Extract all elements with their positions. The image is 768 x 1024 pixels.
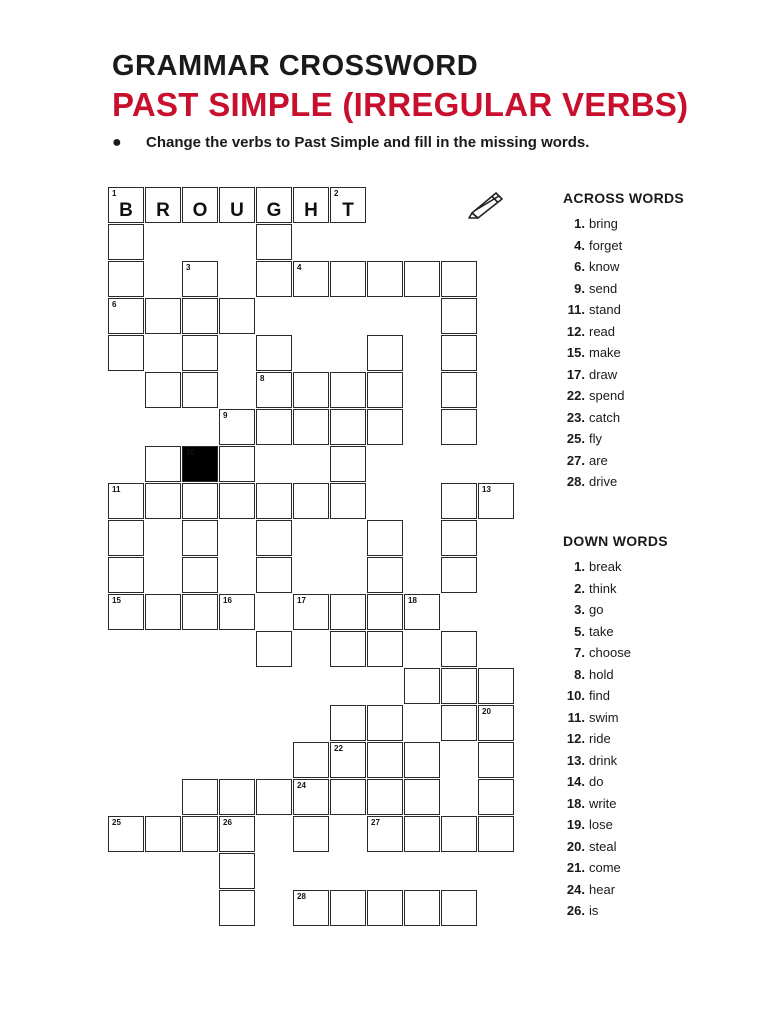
clue-word: forget: [589, 237, 623, 253]
clue-number-label: 17.: [566, 366, 585, 382]
crossword-cell[interactable]: [478, 483, 514, 519]
blocked-cell: [182, 446, 218, 482]
clue-word: do: [589, 774, 604, 789]
down-clue: [563, 771, 668, 793]
crossword-cell[interactable]: [293, 779, 329, 815]
clue-number-label: 19.: [566, 817, 585, 832]
filled-letter: U: [230, 200, 244, 221]
clue-number-label: 5.: [574, 623, 585, 639]
crossword-cell[interactable]: [108, 335, 144, 371]
down-heading: DOWN WORDS: [563, 533, 668, 549]
down-clue: [563, 750, 668, 772]
crossword-cell[interactable]: [182, 779, 218, 815]
clue-word: is: [589, 903, 599, 918]
crossword-cell[interactable]: [108, 261, 144, 297]
clue-number-label: 27.: [566, 452, 585, 468]
crossword-cell[interactable]: [182, 557, 218, 593]
crossword-cell[interactable]: [367, 779, 403, 815]
crossword-cell[interactable]: [182, 520, 218, 556]
crossword-cell[interactable]: [367, 890, 403, 926]
crossword-cell[interactable]: [367, 261, 403, 297]
down-clue: [563, 793, 668, 815]
clue-number-label: 18.: [566, 795, 585, 811]
crossword-cell[interactable]: [367, 631, 403, 667]
clue-word: ride: [589, 731, 611, 746]
clue-word: swim: [589, 709, 619, 725]
crossword-cell[interactable]: [256, 409, 292, 445]
crossword-cell[interactable]: [108, 557, 144, 593]
clue-number: 10: [186, 448, 195, 457]
crossword-cell[interactable]: [404, 816, 440, 852]
crossword-cell[interactable]: [441, 261, 477, 297]
clue-word: choose: [589, 645, 631, 660]
clue-word: lose: [589, 817, 613, 832]
clue-number-label: 20.: [566, 838, 585, 854]
crossword-cell[interactable]: [219, 816, 255, 852]
crossword-cell[interactable]: [293, 742, 329, 778]
crossword-cell[interactable]: [145, 594, 181, 630]
crossword-cell[interactable]: [404, 261, 440, 297]
clue-number-label: 6.: [574, 259, 585, 274]
crossword-cell[interactable]: [219, 779, 255, 815]
crossword-cell[interactable]: [182, 187, 218, 223]
clue-number: 1: [112, 189, 117, 198]
crossword-cell[interactable]: [478, 779, 514, 815]
crossword-cell[interactable]: [108, 187, 144, 223]
across-heading: ACROSS WORDS: [563, 190, 685, 206]
down-clue: [563, 621, 668, 643]
clue-number-label: 1.: [574, 559, 585, 574]
clue-number-label: 22.: [566, 388, 585, 403]
down-list: [563, 556, 668, 922]
down-clue: [563, 728, 668, 750]
down-clue: [563, 556, 668, 578]
clue-number: 26: [223, 818, 232, 827]
crossword-cell[interactable]: [219, 483, 255, 519]
clue-word: hold: [589, 666, 614, 682]
clue-number-label: 14.: [566, 774, 585, 789]
across-clue: [563, 213, 684, 235]
crossword-cell[interactable]: [182, 483, 218, 519]
clue-word: know: [589, 259, 620, 274]
down-clue: [563, 599, 668, 621]
crossword-cell[interactable]: [441, 557, 477, 593]
clue-number-label: 11.: [567, 302, 585, 317]
crossword-cell[interactable]: [182, 261, 218, 297]
page-subtitle: PAST SIMPLE (IRREGULAR VERBS): [112, 86, 689, 123]
crossword-cell[interactable]: [441, 409, 477, 445]
clue-number: 3: [186, 263, 191, 272]
crossword-cell[interactable]: [182, 335, 218, 371]
clue-number: 17: [297, 596, 306, 605]
clue-word: write: [589, 795, 617, 811]
down-clue: [563, 814, 668, 836]
down-clue: [563, 879, 668, 901]
crossword-cell[interactable]: [330, 742, 366, 778]
clue-number: 28: [297, 892, 306, 901]
down-clue: [563, 900, 668, 922]
clue-word: find: [589, 688, 610, 703]
crossword-cell[interactable]: [256, 261, 292, 297]
across-clue: [563, 299, 684, 321]
clue-word: drink: [589, 752, 618, 768]
filled-letter: H: [304, 200, 318, 221]
down-clue: [563, 685, 668, 707]
crossword-cell[interactable]: [256, 335, 292, 371]
crossword-cell[interactable]: [182, 298, 218, 334]
down-clue: [563, 857, 668, 879]
crossword-cell[interactable]: [478, 742, 514, 778]
clue-word: are: [589, 452, 608, 468]
clue-number-label: 11.: [567, 709, 585, 725]
crossword-cell[interactable]: [108, 298, 144, 334]
crossword-cell[interactable]: [145, 483, 181, 519]
crossword-cell[interactable]: [219, 853, 255, 889]
crossword-cell[interactable]: [256, 187, 292, 223]
bullet-icon: ●: [112, 134, 122, 151]
crossword-cell[interactable]: [330, 890, 366, 926]
crossword-cell[interactable]: [330, 631, 366, 667]
across-clue: [563, 428, 684, 450]
clue-word: think: [589, 580, 617, 596]
filled-letter: G: [266, 200, 282, 221]
crossword-cell[interactable]: [367, 557, 403, 593]
crossword-cell[interactable]: [145, 446, 181, 482]
down-clues: [563, 533, 668, 922]
crossword-cell[interactable]: [330, 705, 366, 741]
clue-number: 25: [112, 818, 121, 827]
crossword-cell[interactable]: [441, 483, 477, 519]
page-title: GRAMMAR CROSSWORD: [112, 50, 479, 82]
clue-word: stand: [589, 302, 621, 317]
clue-number: 11: [112, 485, 121, 494]
crossword-cell[interactable]: [145, 298, 181, 334]
crossword-cell[interactable]: [145, 816, 181, 852]
clue-number-label: 21.: [566, 860, 585, 875]
crossword-cell[interactable]: [330, 779, 366, 815]
across-clue: [563, 235, 684, 257]
crossword-cell[interactable]: [330, 446, 366, 482]
clue-number: 15: [112, 596, 121, 605]
crossword-cell[interactable]: [330, 594, 366, 630]
crossword-cell[interactable]: [293, 187, 329, 223]
crossword-cell[interactable]: [441, 335, 477, 371]
crossword-cell[interactable]: [441, 816, 477, 852]
clue-word: come: [589, 860, 621, 875]
clue-number-label: 3.: [574, 602, 585, 617]
crossword-cell[interactable]: [367, 335, 403, 371]
clue-number-label: 13.: [566, 752, 585, 768]
clue-number-label: 8.: [574, 666, 585, 682]
crossword-cell[interactable]: [256, 372, 292, 408]
clue-number: 9: [223, 411, 228, 420]
clue-number-label: 9.: [574, 280, 585, 296]
filled-letter: R: [156, 200, 170, 221]
crossword-cell[interactable]: [256, 520, 292, 556]
crossword-cell[interactable]: [219, 409, 255, 445]
crossword-cell[interactable]: [293, 409, 329, 445]
clue-word: bring: [589, 216, 618, 231]
crossword-cell[interactable]: [256, 557, 292, 593]
crossword-cell[interactable]: [404, 890, 440, 926]
crossword-cell[interactable]: [219, 446, 255, 482]
clue-number-label: 26.: [566, 903, 585, 918]
crossword-cell[interactable]: [478, 816, 514, 852]
clue-number: 24: [297, 781, 306, 790]
clue-word: spend: [589, 388, 625, 403]
crossword-cell[interactable]: [293, 816, 329, 852]
clue-word: go: [589, 602, 604, 617]
across-clues: [563, 190, 684, 493]
crossword-cell[interactable]: [330, 372, 366, 408]
crossword-cell[interactable]: [256, 483, 292, 519]
clue-word: break: [589, 559, 622, 574]
crossword-cell[interactable]: [441, 668, 477, 704]
crossword-cell[interactable]: [182, 816, 218, 852]
clue-number: 6: [112, 300, 117, 309]
clue-word: steal: [589, 838, 617, 854]
clue-number-label: 12.: [566, 323, 585, 339]
crossword-cell[interactable]: [441, 631, 477, 667]
across-clue: [563, 342, 684, 364]
clue-word: drive: [589, 474, 618, 489]
clue-number: 4: [297, 263, 302, 272]
crossword-cell[interactable]: [404, 779, 440, 815]
clue-number: 2: [334, 189, 339, 198]
crossword-cell[interactable]: [367, 594, 403, 630]
crossword-cell[interactable]: [145, 187, 181, 223]
clue-word: fly: [589, 431, 602, 446]
across-clue: [563, 385, 684, 407]
crossword-cell[interactable]: [219, 594, 255, 630]
filled-letter: T: [342, 200, 354, 221]
crossword-cell[interactable]: [441, 372, 477, 408]
crossword-cell[interactable]: [145, 372, 181, 408]
crossword-cell[interactable]: [441, 705, 477, 741]
clue-number: 22: [334, 744, 343, 753]
crossword-cell[interactable]: [108, 816, 144, 852]
crossword-cell[interactable]: [293, 261, 329, 297]
crossword-cell[interactable]: [330, 483, 366, 519]
across-clue: [563, 256, 684, 278]
down-clue: [563, 578, 668, 600]
crossword-cell[interactable]: [478, 705, 514, 741]
clue-word: draw: [589, 366, 618, 382]
clue-word: send: [589, 280, 618, 296]
crossword-cell[interactable]: [108, 594, 144, 630]
across-clue: [563, 321, 684, 343]
crossword-cell[interactable]: [256, 224, 292, 260]
down-clue: [563, 836, 668, 858]
clue-number-label: 15.: [566, 345, 585, 360]
clue-number-label: 24.: [566, 881, 585, 897]
filled-letter: B: [119, 200, 133, 221]
crossword-cell[interactable]: [367, 409, 403, 445]
down-clue: [563, 642, 668, 664]
crossword-cell[interactable]: [367, 705, 403, 741]
clue-number: 27: [371, 818, 380, 827]
across-clue: [563, 471, 684, 493]
clue-number-label: 10.: [566, 688, 585, 703]
down-clue: [563, 664, 668, 686]
crossword-cell[interactable]: [330, 261, 366, 297]
crossword-cell[interactable]: [293, 483, 329, 519]
clue-word: hear: [589, 881, 616, 897]
crossword-cell[interactable]: [441, 890, 477, 926]
crossword-cell[interactable]: [293, 594, 329, 630]
crossword-cell[interactable]: [108, 483, 144, 519]
crossword-cell[interactable]: [256, 631, 292, 667]
clue-word: take: [589, 623, 614, 639]
across-clue: [563, 450, 684, 472]
clue-number-label: 12.: [566, 731, 585, 746]
crossword-cell[interactable]: [256, 779, 292, 815]
crossword-cell[interactable]: [219, 890, 255, 926]
across-clue: [563, 364, 684, 386]
crossword-cell[interactable]: [367, 372, 403, 408]
clue-number-label: 28.: [566, 474, 585, 489]
crossword-cell[interactable]: [108, 224, 144, 260]
crossword-cell[interactable]: [441, 520, 477, 556]
across-list: [563, 213, 684, 493]
crossword-cell[interactable]: [367, 742, 403, 778]
clue-word: read: [589, 323, 616, 339]
clue-number: 20: [482, 707, 491, 716]
crossword-cell[interactable]: [219, 298, 255, 334]
clue-number-label: 25.: [566, 431, 585, 446]
crossword-cell[interactable]: [182, 372, 218, 408]
crossword-cell[interactable]: [293, 890, 329, 926]
crossword-cell[interactable]: [441, 298, 477, 334]
crossword-cell[interactable]: [404, 668, 440, 704]
crossword-cell[interactable]: [293, 372, 329, 408]
crossword-cell[interactable]: [219, 187, 255, 223]
instruction-text: Change the verbs to Past Simple and fill in the missing words.: [146, 134, 590, 151]
crossword-cell[interactable]: [404, 742, 440, 778]
clue-number: 16: [223, 596, 232, 605]
down-clue: [563, 707, 668, 729]
clue-number-label: 7.: [574, 645, 585, 660]
pencil-icon: [466, 187, 506, 219]
crossword-cell[interactable]: [367, 520, 403, 556]
crossword-cell[interactable]: [182, 594, 218, 630]
crossword-cell[interactable]: [108, 520, 144, 556]
crossword-cell[interactable]: [478, 668, 514, 704]
clue-number-label: 23.: [566, 409, 585, 425]
across-clue: [563, 278, 684, 300]
across-clue: [563, 407, 684, 429]
crossword-cell[interactable]: [330, 187, 366, 223]
clue-number: 18: [408, 596, 417, 605]
crossword-cell[interactable]: [404, 594, 440, 630]
clue-number-label: 1.: [574, 216, 585, 231]
crossword-cell[interactable]: [367, 816, 403, 852]
clue-number-label: 2.: [574, 580, 585, 596]
clue-word: catch: [589, 409, 621, 425]
crossword-cell[interactable]: [330, 409, 366, 445]
clue-number: 13: [482, 485, 491, 494]
filled-letter: O: [192, 200, 208, 221]
clue-number: 8: [260, 374, 265, 383]
clue-word: make: [589, 345, 621, 360]
clue-number-label: 4.: [574, 237, 585, 253]
